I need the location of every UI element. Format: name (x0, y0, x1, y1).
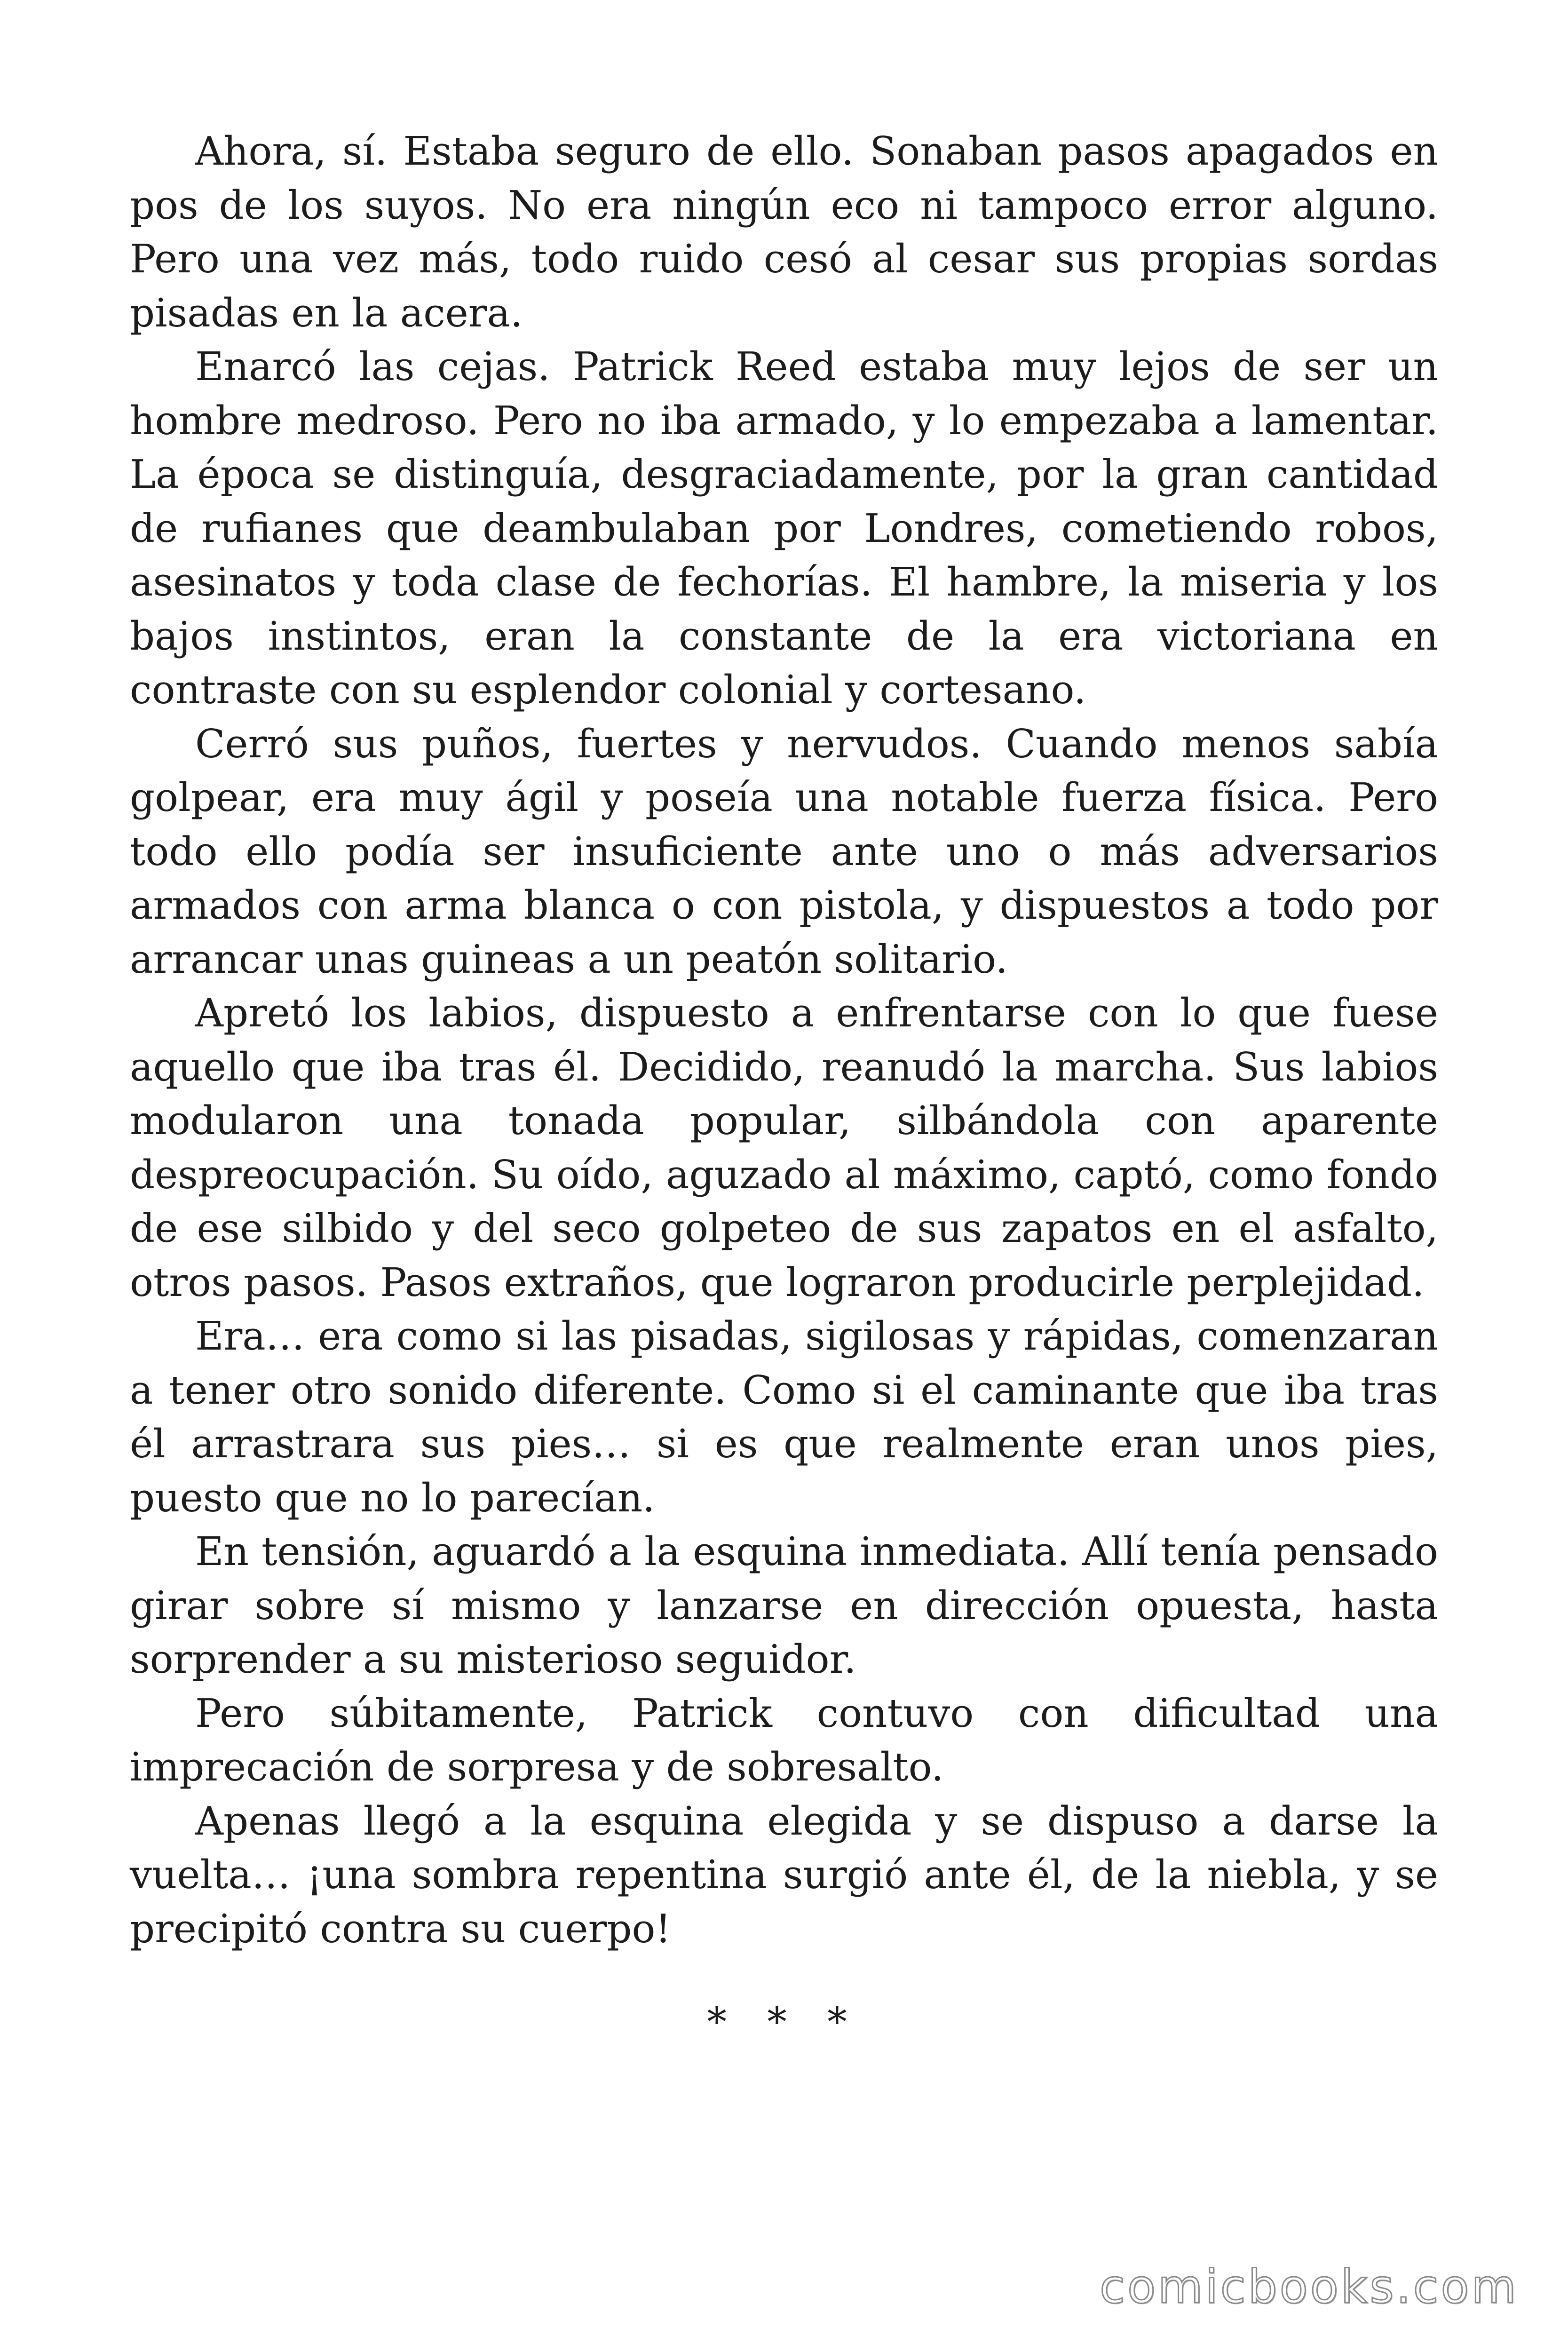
paragraph: En tensión, aguardó a la esquina inmediata. Allí tenía pensado girar sobre sí mismo y lanzarse en dirección opuesta, hasta sorprender a su misterioso seguidor. (130, 1529, 1438, 1682)
watermark: comicbooks.com (1100, 2260, 1519, 2314)
paragraph: Era… era como si las pisadas, sigilosas y rápidas, comenzaran a tener otro sonido diferente. Como si el caminante que iba tras él arrastrara sus pies… si es que realmente eran unos pies, puesto que no lo parecían. (130, 1313, 1438, 1521)
paragraph: Pero súbitamente, Patrick contuvo con dificultad una imprecación de sorpresa y de sobresalto. (130, 1690, 1438, 1790)
body-text (130, 125, 1438, 1956)
paragraph: Cerró sus puños, fuertes y nervudos. Cuando menos sabía golpear, era muy ágil y poseía una notable fuerza física. Pero todo ello podía ser insuficiente ante uno o más adversarios armados con arma blanca o con pistola, y dispuestos a todo por arrancar unas guineas a un peatón solitario. (130, 721, 1438, 982)
paragraph: Apenas llegó a la esquina elegida y se dispuso a darse la vuelta… ¡una sombra repentina surgió ante él, de la niebla, y se precipitó contra su cuerpo! (130, 1798, 1438, 1952)
paragraph: Apretó los labios, dispuesto a enfrentarse con lo que fuese aquello que iba tras él. Decidido, reanudó la marcha. Sus labios modularon una tonada popular, silbándola con aparente despreocupación. Su oído, aguzado al máximo, captó, como fondo de ese silbido y del seco golpeteo de sus zapatos en el asfalto, otros pasos. Pasos extraños, que lograron producirle perplejidad. (130, 990, 1438, 1305)
paragraph: Enarcó las cejas. Patrick Reed estaba muy lejos de ser un hombre medroso. Pero no iba armado, y lo empezaba a lamentar. La época se distinguía, desgraciadamente, por la gran cantidad de rufianes que deambulaban por Londres, cometiendo robos, asesinatos y toda clase de fechorías. El hambre, la miseria y los bajos instintos, eran la constante de la era victoriana en contraste con su esplendor colonial y cortesano. (130, 344, 1438, 713)
paragraph: Ahora, sí. Estaba seguro de ello. Sonaban pasos apagados en pos de los suyos. No era ningún eco ni tampoco error alguno. Pero una vez más, todo ruido cesó al cesar sus propias sordas pisadas en la acera. (130, 128, 1438, 336)
scene-break-asterisks: * * * (707, 1999, 861, 2045)
